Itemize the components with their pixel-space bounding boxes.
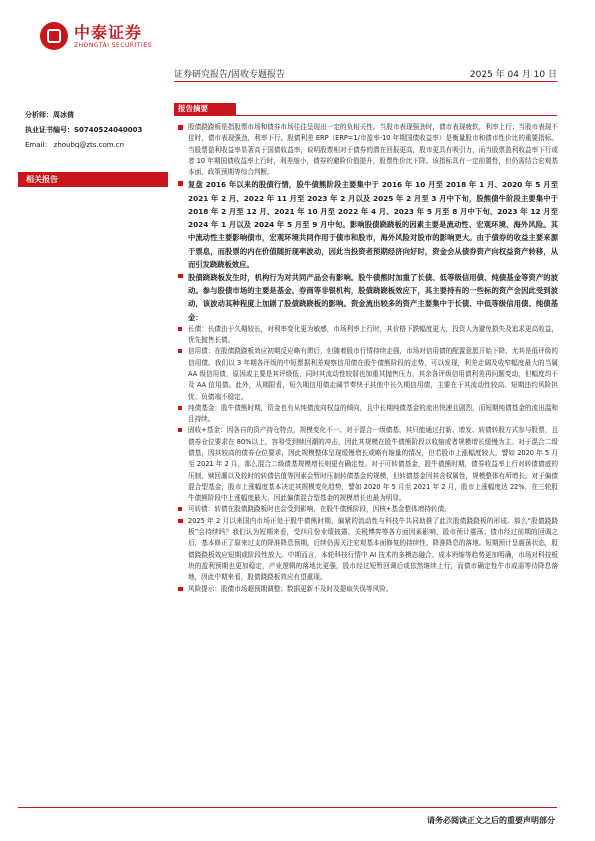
- abstract-header: [174, 103, 557, 116]
- logo-mark-icon: [40, 22, 68, 50]
- report-type: 证券研究报告/固收专题报告: [174, 70, 286, 80]
- sub-point-fixed-income-plus: 固收+基金：因各自的资产持仓特点，规模变化不一。对于混合一级债基，其只能通过打新、增发、转债转股方式参与股票，且债券仓位要求在 80%以上，容易受到赎回潮的冲击，因此其规模在股牛债熊阶段以收缩或者规模增长缓慢为主。对于混合二级债基，因其较高的债券仓位要求，因此规模整体呈现缓慢增长或略有缩量的情况，但若股市上涨幅度较大，譬如 2020 年 5 月至 2021 年 2 月，那么混合二级债基规模增长则更有确定性。对于可转债基金，股牛债熊时期，债券收益率上行对转债债底的压制、赎回潮以及较时的转债估值等因素会暂时压制转债基金的规模，但转债基金因其含权属性，规模整体有所增长。对于偏债混合型基金，股市上涨幅度基本决定其规模变化趋势，譬如 2020 年 5 月至 2021 年 2 月，股市上涨幅度达 22%，在三轮股牛债熊阶段中上涨幅度最大，因此偏债混合型基金的规模增长也最为明显。: [178, 425, 558, 504]
- sub-point-convertibles: 可转债：转债在股债跷跷板时也会受到影响，在股牛债熊阶段，因核+基金整体增持转债。: [178, 504, 558, 515]
- risk-warning: 风险提示：股债市场超预期调整；数据更新不及时及提取失误等风险。: [178, 584, 558, 595]
- footer-disclaimer: 请务必阅读正文之后的重要声明部分: [427, 816, 555, 825]
- brand-name-en: ZHONGTAI SECURITIES: [74, 41, 152, 49]
- abstract-body: [178, 122, 558, 595]
- header-divider: [174, 81, 557, 82]
- abstract-paragraph-1: 股债跷跷板是指股票市场和债券市场往往呈现出一定的负相关性。当股市表现强劲时，债市表现疲软，利率上行；当股市表现不佳时，债市表现强劲，利率下行。股债利差 ERP（ERP=1/市盈率-10 年期国债收益率）是衡量股市和债市性价比的重要指标。当股票盈利收益率显著高于国债收益率，说明股票相对于债券的潜在回报更高，股市更具有吸引力，而当股票盈利收益率下行或者 10 年期国债收益率上行时，利差缩小，债券的避险价值提升，股票性价比下降。该指标具有一定前置性，但仍需结合宏观基本面、政策预期等综合判断。: [178, 122, 558, 178]
- company-logo: [40, 22, 152, 50]
- brand-name-cn: 中泰证券: [74, 22, 143, 42]
- abstract-paragraph-3: 股债跷跷板发生时，机构行为对共同产品会有影响。股牛债熊时加重了长债、低等级信用债、纯债基金等资产的波动。参与股债市场的主要是基金、券商等非银机构，股债跷跷板效应下，其主要持有的一些标的资产会因此受到波动，该波动其种程度上加剧了股债跷跷板的影响。资金流出较多的资产主要集中于长债、中低等级信用债、纯债基金：: [178, 271, 558, 324]
- report-header: [174, 67, 557, 80]
- analyst-email[interactable]: Email： zhoubq@zts.com.cn: [25, 141, 125, 149]
- related-reports-heading: 相关报告: [18, 172, 168, 187]
- sub-point-long-bonds: 长债：长债由于久期较长，对利率变化更为敏感，市场利率上行时，其价格下跌幅度更大，投资人为避免损失及追求更高收益，优先抛售长债。: [178, 324, 558, 347]
- report-date: 2025 年 04 月 10 日: [469, 70, 557, 80]
- abstract-title: 报告摘要: [174, 103, 236, 115]
- analyst-name: 分析师：周冰倩: [25, 111, 74, 119]
- license-number: 执业证书编号：S0740524040003: [25, 126, 143, 134]
- abstract-paragraph-4: 2025 年 2 月以来国内市场正处于股牛债熊时期，偏紧的流动性与科技牛共同助推了此次股债跷跷板的形成。那么“股债跷跷板”会持续吗？我们认为短期来看，受四月份业绩披露、关税博弈等各方面因素影响，股市预计震荡；债市经过前期的回调之后，基本修正了原来过支的降准降息预期，后续仍需关注宏观基本面修复的持续性、降准降息的落地。短期预计呈震荡状态，股债跷跷板效应短期或阶段性放大。中期而言，本轮科技行情中 AI 技术的多模态融合、成本坍缩等趋势更加明确，市场对科技板块的盈利预期也更加稳定，产业逻辑的落地比更强，股市经过短暂回调后或依然继续上行，而债市确定性牛市或需等待降息落地，因此中期来看，股债跷跷板效应有望重现。: [178, 516, 558, 584]
- sub-point-pure-bond-funds: 纯债基金：股牛债熊时期，资金也有从纯债流向权益的倾向，且中长期纯债基金的流出快速且剧烈，而短期纯债基金的流出温和且持续。: [178, 403, 558, 426]
- footer-divider: [18, 807, 557, 808]
- sidebar: [25, 108, 170, 153]
- abstract-paragraph-2: 复盘 2016 年以来的股债行情，股牛债熊阶段主要集中于 2016 年 10 月至 2018 年 1 月、2020 年 5 月至 2021 年 2 月、2022 年 11 月至 2023 年 2 月以及 2025 年 2 月至 3 月中下旬，股熊债牛阶段主要集中于 2018 年 2 月至 12 月、2021 年 10 月至 2022 年 4 月、2023 年 5 月至 8 月中下旬、2023 年 12 月至 2024 年 1 月以及 2024 年 5 月至 9 月中旬。影响股债跷跷板的因素主要是流动性、宏观环境、海外风险。其中流动性主要影响债市，宏观环境共同作用于债市和股市，海外风险对股市的影响更大。由于债券的收益主要来源于票息，而股票的内在价值随折现率波动，因此当投资者预期经济向好时，资金会从债券资产向权益资产转移，从而引发跷跷板效应。: [178, 178, 558, 270]
- sub-point-credit-bonds: 信用债：在股债跷跷板效应初期反应略有滞后，但随着股市行情持续走强，市场对信用债的配置意愿开始下降，尤其是低评级的信用债。我们以 3 年期各评级的中短票据利差观察信用债在股牛债熊阶段的走势，可以发现，利差走阔及收窄幅度最大的当属 AA 级信用债，原因或主要是其评级低，同时其流动性较弱也加重其抛售压力，其余各评级信用债利差再问题变动，但幅度均不及 AA 信用债。此外，从期限看，短久期信用债走阔节奏快于其他中长久期信用债，主要在于其流动性较高、短期违约风险担忧、负债端不稳定。: [178, 346, 558, 402]
